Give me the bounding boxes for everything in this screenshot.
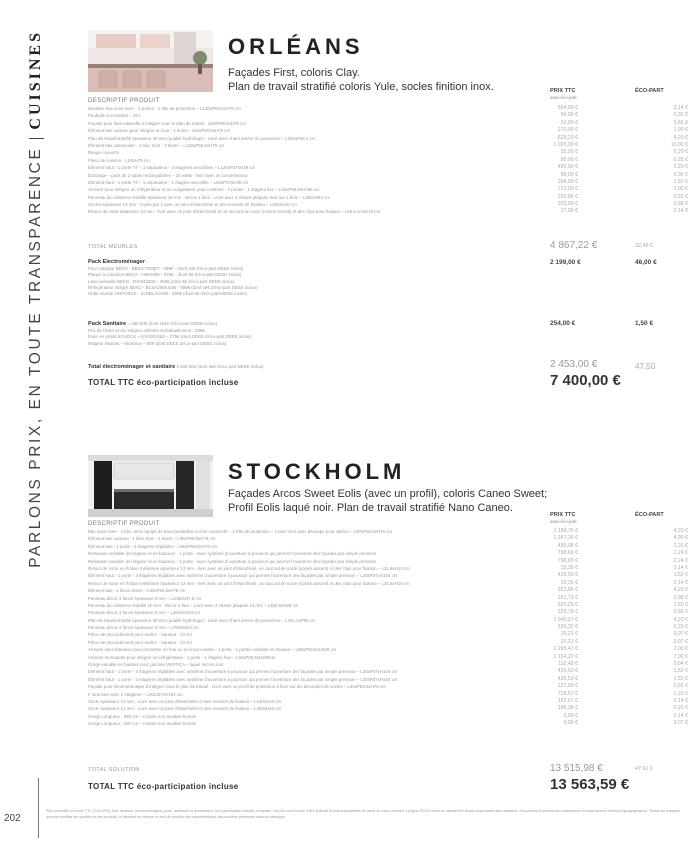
table-row	[88, 639, 688, 646]
page-number-rule	[38, 778, 39, 838]
pack-san-title: Pack Sanitaire	[88, 321, 127, 327]
stockholm-title: STOCKHOLM	[228, 459, 406, 484]
table-row	[88, 120, 688, 127]
table-row	[88, 676, 688, 683]
item-eco-part: 2,24 €	[673, 557, 688, 564]
table-row	[88, 683, 688, 690]
side-banner-tagline: PARLONS PRIX, EN TOUTE TRANSPARENCE	[27, 146, 44, 568]
orleans-col-eco: ÉCO-PART	[635, 88, 664, 94]
stockholm-desc-line-1: Façades Arcos Sweet Eolis (avec un profil), coloris Caneo Sweet;	[228, 488, 548, 500]
item-description: Armoire pour intégrer un réfrigérateur et un congélateur pour combiné - 2 portes - 1 étagère fixe – L60xP59,5xH195 cm	[88, 187, 320, 193]
item-eco-part: 0,14 €	[673, 564, 688, 571]
item-eco-part: 1,50 €	[673, 668, 688, 675]
item-price: 33,35 €	[560, 564, 578, 571]
orleans-title: ORLÉANS	[228, 34, 364, 59]
table-row	[88, 164, 688, 171]
item-price: 127,00 €	[557, 683, 578, 690]
item-eco-part: 0,14 €	[673, 208, 688, 215]
item-description: Élément haut - 1 porte "H" - 1 séparateur - 1 étagère amovible – L60xP37xH39 cm	[88, 179, 249, 185]
item-eco-part: 7,00 €	[673, 653, 688, 660]
item-price: 712,00 €	[557, 186, 578, 193]
table-row	[88, 617, 688, 624]
table-row	[88, 654, 688, 661]
item-description: Bas sous évier - 1 bloc tiroir équipé de bacs poubelles et d'un couverclé – 1 tôle de protection – 1 bloc tiroir avec découpe pour siphon – L90xP59,5xH78 cm	[88, 529, 392, 534]
orleans-kitchen-photo	[88, 30, 213, 92]
pack-line: Évier en granit SCHOCK – EVI100LNM – 279€ (dont DEEE d'éco-part DEEE inclus)	[88, 334, 252, 340]
item-eco-part: 0,66 €	[673, 119, 688, 126]
item-eco-part: 1,50 €	[673, 601, 688, 608]
item-description: Panneau de crédence stratifié 10 mm - Décor 1 face - Livré avec 4 chants plaqués 14 mm – L360,5xH59 cm	[88, 602, 299, 608]
item-price: 269,86 €	[557, 193, 578, 200]
item-price: 728,57 €	[557, 690, 578, 697]
table-row	[88, 535, 688, 542]
item-price: 1 267,36 €	[553, 535, 578, 542]
table-row	[88, 602, 688, 609]
item-description: Rehausse variable (en largeur et en hauteur) - 1 porte - avec système d'ouverture à poussoir qui permet l'ouverture des façades par simple pression	[88, 551, 376, 557]
table-row	[88, 580, 688, 587]
stockholm-description	[228, 487, 558, 515]
side-banner-category: CUISINES	[27, 30, 44, 130]
orleans-desc-line-2: Plan de travail stratifié coloris Yule, socles finition inox.	[228, 81, 494, 93]
item-price: 435,53 €	[557, 572, 578, 579]
total-elec-price: 2 453,00 €	[550, 359, 598, 370]
table-row	[88, 157, 688, 164]
item-description: Élément haut - 1 porte - 3 étagères réglables avec système d'ouverture à poussoir qui permet l'ouverture des façades par simple pression – L30xP37xH104 cm	[88, 669, 398, 675]
item-eco-part: 10,00 €	[670, 141, 688, 148]
pack-line: Mitigeur Manam – Mossoux – 60€ (dont DEEE d'éco-part DEEE inclus)	[88, 340, 227, 346]
item-description: Pièce de raccordement pour socles - Hauteur : 20 cm	[88, 639, 192, 645]
table-row	[88, 572, 688, 579]
item-eco-part: 0,35 €	[673, 112, 688, 119]
item-price: 2 188,76 €	[553, 528, 578, 534]
pack-san-price: 254,00 €	[550, 320, 576, 327]
item-eco-part: 0,14 €	[673, 697, 688, 704]
item-price: 798,60 €	[557, 550, 578, 557]
table-row	[88, 550, 688, 557]
item-eco-part: 1,90 €	[673, 127, 688, 134]
item-price: 1 045,27 €	[553, 616, 578, 623]
item-price: 33,35 €	[560, 579, 578, 586]
table-row	[88, 135, 688, 142]
orleans-section	[88, 30, 688, 390]
table-row	[88, 528, 688, 535]
pack-san-title-rest: = 255,50€ (dont 1€50 d'éco-part DEEE inclus)	[126, 321, 218, 326]
orleans-total-electro	[88, 363, 688, 371]
item-eco-part: 4,20 €	[673, 528, 688, 534]
item-price: 798,60 €	[557, 557, 578, 564]
total-elec-label: Total électroménager et sanitaire	[88, 364, 176, 370]
side-banner	[24, 30, 48, 820]
item-price: 102,67 €	[557, 697, 578, 704]
item-price: 520,25 €	[557, 601, 578, 608]
item-price: 151,73 €	[557, 594, 578, 601]
table-row	[88, 201, 688, 208]
item-description: Retour de socle en finition mélaminé épaisseur 13 mm - livré avec un joint d'étanchéité, un raccord de socle (coloris assorti) et des clips pour fixation – L31,8xH10 cm	[88, 565, 410, 571]
item-description: Élément haut - 1 porte "H" - 1 séparateur - 2 étagères amovibles – L120xP37xH39 cm	[88, 165, 256, 171]
table-row	[88, 149, 688, 156]
item-price: 27,00 €	[560, 208, 578, 215]
item-description: Plan de travail stratifié épaisseur 39 mm (qualité hydrofuge) - Livré avec chant arrière de protection – L362xP62,5 cm	[88, 135, 316, 141]
item-eco-part: 4,90 €	[673, 535, 688, 542]
item-price: 91,00 €	[560, 119, 578, 126]
stockholm-col-price: PRIX TTC	[550, 512, 576, 518]
stockholm-kitchen-photo	[88, 455, 213, 517]
pack-san-eco: 1,50 €	[635, 320, 654, 327]
total-elec-eco: 47,50	[635, 362, 656, 371]
item-price: 1 295,47 €	[553, 646, 578, 653]
item-description: Gorge Longueur : 180 cm – Coloris noir anodisé brossé	[88, 721, 197, 727]
item-price: 0,00 €	[563, 720, 578, 727]
item-description: F structure avec 2 étagères – L30xJ37xH104 cm	[88, 691, 183, 697]
orleans-col-price: PRIX TTC	[550, 88, 576, 94]
item-eco-part: 2,24 €	[673, 550, 688, 557]
stockholm-col-price-sub: sans éco-part	[550, 519, 577, 524]
item-description: Socle épaisseur 13 mm - Livré avec un joint d'étanchéité et des ressorts de fixation – L360xH10 cm	[88, 706, 282, 712]
item-description: Fileur de cuisson - L10xH75 cm	[88, 157, 150, 163]
item-description: Élément bas casserolier - 1 bloc tiroir - 3 tiroirs – L120xP59,5xH78 cm	[88, 142, 225, 148]
table-row	[88, 172, 688, 179]
table-row	[88, 208, 688, 215]
stockholm-label-head: DESCRIPTIF PRODUIT	[88, 521, 160, 527]
item-description: Gorge Longueur : 360 cm – Coloris noir anodisé brossé	[88, 713, 197, 719]
item-description: Panneau décor 2 faces épaisseur 8 mm – L106xH37,5 cm	[88, 595, 202, 601]
orleans-col-price-sub: sans éco-part	[550, 95, 577, 100]
item-price: 435,53 €	[557, 675, 578, 682]
item-price: 84,00 €	[560, 112, 578, 119]
item-description: Élément bas - 1 porte - 2 étagères réglables – L60xP59,5xH78 cm	[88, 543, 217, 549]
table-row	[88, 631, 688, 638]
side-banner-text	[24, 30, 48, 820]
table-row	[88, 127, 688, 134]
orleans-pack-electromenager	[88, 259, 688, 297]
item-description: Panneau décor 2 faces épaisseur 8 mm – L364xH104 cm	[88, 610, 201, 616]
pack-line: Plaque à induction BEKO - HII63S95 - 379€ - (dont 5€ d'éco-part DEEE inclus)	[88, 272, 242, 278]
table-row	[88, 587, 688, 594]
item-price: 923,56 €	[557, 587, 578, 594]
orleans-description	[228, 66, 558, 94]
item-description: Élément haut - 1 porte - 3 étagères réglables avec système d'ouverture à poussoir qui permet l'ouverture des façades par simple pression – L30xP37xH104 cm	[88, 573, 398, 579]
table-row	[88, 543, 688, 550]
item-price: 80,00 €	[560, 156, 578, 163]
item-eco-part: 4,20 €	[673, 587, 688, 594]
table-row	[88, 668, 688, 675]
pack-elec-lines	[88, 266, 688, 297]
item-eco-part: 0,20 €	[673, 193, 688, 200]
item-price: 112,48 €	[558, 661, 578, 668]
table-row	[88, 705, 688, 712]
item-price: 229,78 €	[557, 609, 578, 616]
item-eco-part: 0,66 €	[673, 683, 688, 690]
table-row	[88, 595, 688, 602]
item-description: Panneau de crédence stratifié épaisseur 10 mm - Décor 1 face - Livré avec 4 chants plaqués bois sur 1 bois – L362xH62 cm	[88, 194, 330, 200]
item-eco-part: 0,04 €	[673, 661, 688, 668]
item-eco-part: 0,36 €	[673, 171, 688, 178]
item-description: Range-couverts	[88, 150, 119, 156]
table-row	[88, 142, 688, 149]
orleans-total-meubles-price: 4 867,22 €	[550, 240, 598, 251]
pack-elec-title: Pack Electroménager	[88, 259, 145, 265]
item-eco-part: 4,20 €	[673, 616, 688, 623]
item-price: 480,00 €	[557, 164, 578, 171]
item-price: 554,00 €	[557, 105, 578, 111]
table-row	[88, 698, 688, 705]
pack-san-lines	[88, 328, 688, 347]
item-eco-part: 0,26 €	[673, 705, 688, 712]
item-description: Socles épaisseur 13 mm - Livrés par 2 avec un joint d'étanchéité et des ressorts de fixation – L400xH10 cm	[88, 202, 297, 208]
table-row	[88, 720, 688, 727]
item-price: 203,00 €	[557, 201, 578, 208]
pack-line: Four catalyse BEKO - BBIE17300BT - 359€ - (dont 10€ d'éco-part DEEE inclus)	[88, 266, 244, 271]
table-row	[88, 565, 688, 572]
orleans-total-meubles-label: TOTAL MEUBLES	[88, 244, 138, 250]
item-price: 0,00 €	[563, 712, 578, 719]
item-eco-part: 0,07 €	[673, 720, 688, 727]
item-price: 1 154,22 €	[553, 653, 578, 660]
orleans-grand-total-label: TOTAL TTC éco-participation incluse	[88, 378, 239, 387]
total-elec-label-wrap	[88, 363, 688, 371]
table-row	[88, 609, 688, 616]
stockholm-grand-total-price: 13 563,59 €	[550, 776, 630, 793]
item-price: 55,00 €	[560, 149, 578, 156]
item-eco-part: 0,07 €	[673, 638, 688, 645]
item-eco-part: 0,20 €	[673, 149, 688, 156]
item-description: Armoire sans bandeau pour encastrer un four ou un micro-ondes - 1 porte - 1 portée variable en hauteur – L60xP59,5xH208 cm	[88, 647, 337, 653]
orleans-total-meubles-eco: 32,45 €	[635, 243, 653, 249]
item-description: Pièce de raccordement pour socles - Hauteur : 20 cm	[88, 632, 192, 638]
orleans-item-list	[88, 105, 688, 216]
item-eco-part: 0,14 €	[673, 579, 688, 586]
item-description: Rehausse variable (en largeur et en hauteur) - 1 porte - avec système d'ouverture à poussoir qui permet l'ouverture des façades par simple pression	[88, 558, 376, 564]
item-eco-part: 4,20 €	[673, 134, 688, 141]
orleans-grand-total-price: 7 400,00 €	[550, 372, 621, 389]
item-eco-part: 0,66 €	[673, 609, 688, 616]
item-description: Retour de socle en finition mélaminé épaisseur 13 mm - livré avec un joint d'étanchéité, un raccord de socle (coloris assorti) et des clips pour fixation – L31,8xH10 cm	[88, 580, 410, 586]
item-price: 180,32 €	[557, 624, 578, 631]
pack-line: Réfrigérateur intégré BEKO - BCSA285K4SN - 599€ (dont 18€ d'éco-part DEEE inclus)	[88, 284, 258, 290]
table-row	[88, 558, 688, 565]
item-eco-part: 0,28 €	[673, 156, 688, 163]
item-description: Socle épaisseur 13 mm - Livré avec un joint d'étanchéité et des ressorts de fixation – L180xH10 cm	[88, 698, 282, 704]
table-row	[88, 186, 688, 193]
stockholm-grand-total-label: TOTAL TTC éco-participation incluse	[88, 782, 239, 791]
item-price: 20,21 €	[560, 638, 578, 645]
table-row	[88, 691, 688, 698]
table-row	[88, 646, 688, 653]
pack-line: Prix de l'évier et du mitigeur achetés individuellement : 339€	[88, 328, 205, 333]
item-eco-part: 1,23 €	[673, 690, 688, 697]
item-description: Façade pour lave-vaisselle à intégrer sous le plan de travail - L60xP59,5xH78 cm	[88, 120, 246, 126]
pack-elec-eco: 46,00 €	[635, 259, 657, 266]
pack-line: Lave-vaisselle BEKO - DIN34320S - 489€ (dont 8€ d'éco-part DEEE inclus)	[88, 278, 235, 284]
item-eco-part: 0,98 €	[673, 594, 688, 601]
item-description: Meubles bas sous évier - 2 portes - 1 tôle de protection – L120xP59,5xH78 cm	[88, 106, 241, 111]
stockholm-total-solution-label: TOTAL SOLUTION	[88, 767, 140, 773]
table-row	[88, 661, 688, 668]
item-price: 270,00 €	[557, 127, 578, 134]
item-description: Panneau décor 2 faces épaisseur 8 mm – L78xH59,8 cm	[88, 625, 199, 631]
item-eco-part: 0,07 €	[673, 631, 688, 638]
item-description: Façade pour électroménager à intégrer sous le plan de travail - Livré avec un profil de protection à fixer sur les découpes de socles – L60xP59,5xH78 cm	[88, 684, 386, 690]
item-description: Éclairage – pack de 2 spots rectangulaires – 15 watts - livré avec un convertisseur	[88, 172, 248, 178]
table-row	[88, 179, 688, 186]
total-elec-rest: 2 500,50€ (dont 46€ d'éco-part DEEE inclus)	[175, 364, 264, 369]
item-eco-part: 0,88 €	[673, 201, 688, 208]
item-price: 88,00 €	[560, 171, 578, 178]
item-description: Retour de socle épaisseur 13 mm - livré avec un joint d'étanchéité et un raccord de socle (coloris assorti) et des clips pour fixation – L55,5 cmxH10 cm	[88, 209, 381, 215]
item-eco-part: 0,14 €	[673, 712, 688, 719]
item-price: 294,00 €	[557, 178, 578, 185]
item-price: 186,38 €	[557, 705, 578, 712]
stockholm-total-solution-price: 13 515,98 €	[550, 763, 603, 774]
stockholm-desc-line-2: Profil Eolis laqué noir. Plan de travail stratifié Nano Caneo.	[228, 502, 513, 514]
item-description: Gorge variable en hauteur pour gamme VERTICA – laqué micron noir	[88, 662, 224, 668]
item-eco-part: 3,14 €	[673, 105, 688, 111]
table-row	[88, 105, 688, 112]
item-description: Élément bas cuisson - 1 bloc tiroir - 2 tiroirs – L90xP59,5xH78 cm	[88, 536, 216, 542]
stockholm-item-list	[88, 528, 688, 728]
footnote: Prix conseillés en euros TTC (TVA 20%), hors livraison, électroménagers, pose, sanitaires et accessoires, éco-participation mobilier comprise. Les prix sont fournis à titre indicatif et sont susceptibles de varier en cours d'année. La ligne DECA Home ne saurait être tenue responsable des variations. Documents et photos non contractuels et sous réserve d'erreurs typographiques. Toutes les marques peuvent modifier les qualités de ses produits, le fabricant se réserve le droit de modifier les caractéristiques des modèles présentés dans ce catalogue.	[46, 809, 681, 819]
item-eco-part: 2,20 €	[673, 542, 688, 549]
item-eco-part: 7,00 €	[673, 646, 688, 653]
item-eco-part: 1,50 €	[673, 178, 688, 185]
table-row	[88, 194, 688, 201]
item-description: Poubelle à encastrer – 30 L	[88, 113, 142, 119]
item-eco-part: 0,20 €	[673, 624, 688, 631]
item-price: 20,21 €	[560, 631, 578, 638]
item-eco-part: 2,20 €	[673, 164, 688, 171]
item-eco-part: 1,50 €	[673, 572, 688, 579]
item-price: 435,53 €	[557, 668, 578, 675]
pack-san-title-wrap	[88, 320, 688, 328]
item-description: Élément bas - 2 blocs tiroirs – L60xP59,5xH78 cm	[88, 588, 186, 594]
table-row	[88, 713, 688, 720]
stockholm-section	[88, 455, 688, 800]
side-banner-separator	[29, 138, 44, 139]
orleans-desc-line-1: Façades First, coloris Clay.	[228, 67, 360, 79]
pack-elec-price: 2 199,00 €	[550, 259, 581, 266]
table-row	[88, 624, 688, 631]
item-description: Élément bas cuisson pour intégrer un four - 2 tiroirs - L60xP59,5xH78 cm	[88, 128, 231, 134]
item-eco-part: 7,00 €	[673, 186, 688, 193]
page-number: 202	[4, 813, 21, 824]
stockholm-total-solution-eco: 47,61 €	[635, 766, 653, 772]
table-row	[88, 112, 688, 119]
item-price: 625,23 €	[557, 134, 578, 141]
item-eco-part: 1,50 €	[673, 675, 688, 682]
orleans-label-head: DESCRIPTIF PRODUIT	[88, 98, 160, 104]
item-description: Armoire monoporte pour intégrer un réfrigérateur - 1 porte - 1 étagère fixe – L60xP59,5xH208cm	[88, 654, 276, 660]
orleans-pack-sanitaire	[88, 320, 688, 347]
stockholm-col-eco: ÉCO-PART	[635, 512, 664, 518]
item-description: Élément haut - 1 porte - 3 étagères réglables avec système d'ouverture à poussoir qui permet l'ouverture des façades par simple pression – L30xP37xH104 cm	[88, 676, 398, 682]
item-price: 1 025,00 €	[553, 141, 578, 148]
item-description: Plan de travail stratifié épaisseur 39 mm (qualité hydrofuge) - Livré avec chant arrière de protection – L361,2xP60 cm	[88, 617, 316, 623]
pack-line: Hotte murale AIRFORCE - ILIOBLACK90 - 499€ (dont 5€ d'éco-part DEEE inclus)	[88, 291, 247, 297]
item-price: 490,08 €	[557, 542, 578, 549]
